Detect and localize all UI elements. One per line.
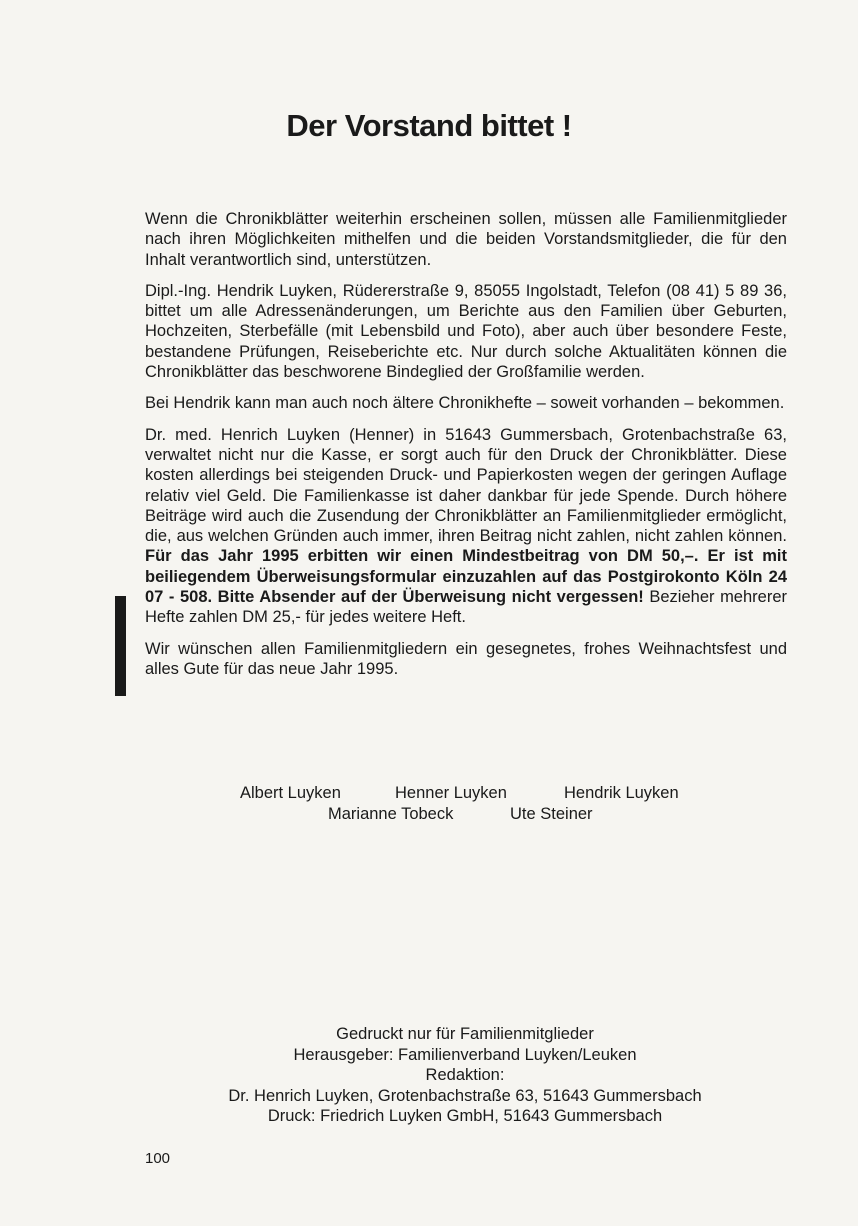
treasurer-text: Dr. med. Henrich Luyken (Henner) in 51643 Gummersbach, Grotenbachstraße 63, verwaltet nicht nur die Kasse, er sorgt auch für den Druck der Chronikblätter. Diese kosten allerdings bei steigenden Druck- und Papierkosten wegen der geringen Auflage relativ viel Geld. Die Familienkasse ist daher dankbar für jede Spende. Durch höhere Beiträge wird auch die Zusendung der Chronikblätter an Familienmitglieder ermöglicht, die, aus welchen Gründen auch immer, ihren Beitrag nicht zahlen, nicht zahlen können. [145,425,787,546]
paragraph-appeal: Wenn die Chronikblätter weiterhin erscheinen sollen, müssen alle Familienmitglieder nach ihren Möglichkeiten mithelfen und die beiden Vorstandsmitglieder, die für den Inhalt verantwortlich sind, unterstützen. [145,210,787,269]
imprint-line-editorial: Redaktion: [425,1066,505,1084]
imprint-line-editor-address: Dr. Henrich Luyken, Grotenbachstraße 63, 51643 Gummersbach [228,1086,702,1105]
body-text [145,209,787,690]
signature-henner: Henner Luyken [395,784,507,802]
extra-copies-note: Bezieher mehrerer Hefte zahlen DM 25,- für jedes weitere Heft. [145,588,787,627]
page-number: 100 [145,1150,171,1167]
signature-albert: Albert Luyken [240,784,341,802]
imprint-line-publisher: Herausgeber: Familienverband Luyken/Leuken [293,1045,637,1064]
paragraph-old-issues: Bei Hendrik kann man auch noch ältere Chronikhefte – soweit vorhanden – bekommen. [145,394,785,413]
imprint-line-printed-for: Gedruckt nur für Familienmitglieder [336,1025,594,1043]
signature-hendrik: Hendrik Luyken [564,784,679,802]
imprint [0,1024,858,1127]
margin-marker-bar [115,596,126,696]
paragraph-hendrik-contact: Dipl.-Ing. Hendrik Luyken, Rüdererstraße 9, 85055 Ingolstadt, Telefon (08 41) 5 89 36, bittet um alle Adressenänderungen, um Berichte aus den Familien über Geburten, Hochzeiten, Sterbefälle (mit Lebensbild und Foto), aber auch über besondere Feste, bestandene Prüfungen, Reiseberichte etc. Nur durch solche Aktualitäten können die Chronikblätter das beschworene Bindeglied der Großfamilie werden. [145,281,787,382]
signature-row-1 [0,784,858,805]
page-title: Der Vorstand bittet ! [286,108,572,143]
paragraph-treasurer [145,425,787,628]
paragraph-greetings: Wir wünschen allen Familienmitgliedern ein gesegnetes, frohes Weihnachtsfest und alles Gute für das neue Jahr 1995. [145,639,787,678]
signature-marianne: Marianne Tobeck [328,805,454,823]
signatures [0,784,858,826]
contribution-request: Für das Jahr 1995 erbitten wir einen Mindestbeitrag von DM 50,–. Er ist mit beiliegendem Überweisungsformular einzuzahlen auf das Postgirokonto Köln 24 07 - 508. Bitte Absender auf der Überweisung nicht vergessen! [145,547,787,607]
signature-ute: Ute Steiner [510,805,593,823]
imprint-line-printer: Druck: Friedrich Luyken GmbH, 51643 Gummersbach [267,1107,663,1125]
signature-row-2 [0,805,858,826]
